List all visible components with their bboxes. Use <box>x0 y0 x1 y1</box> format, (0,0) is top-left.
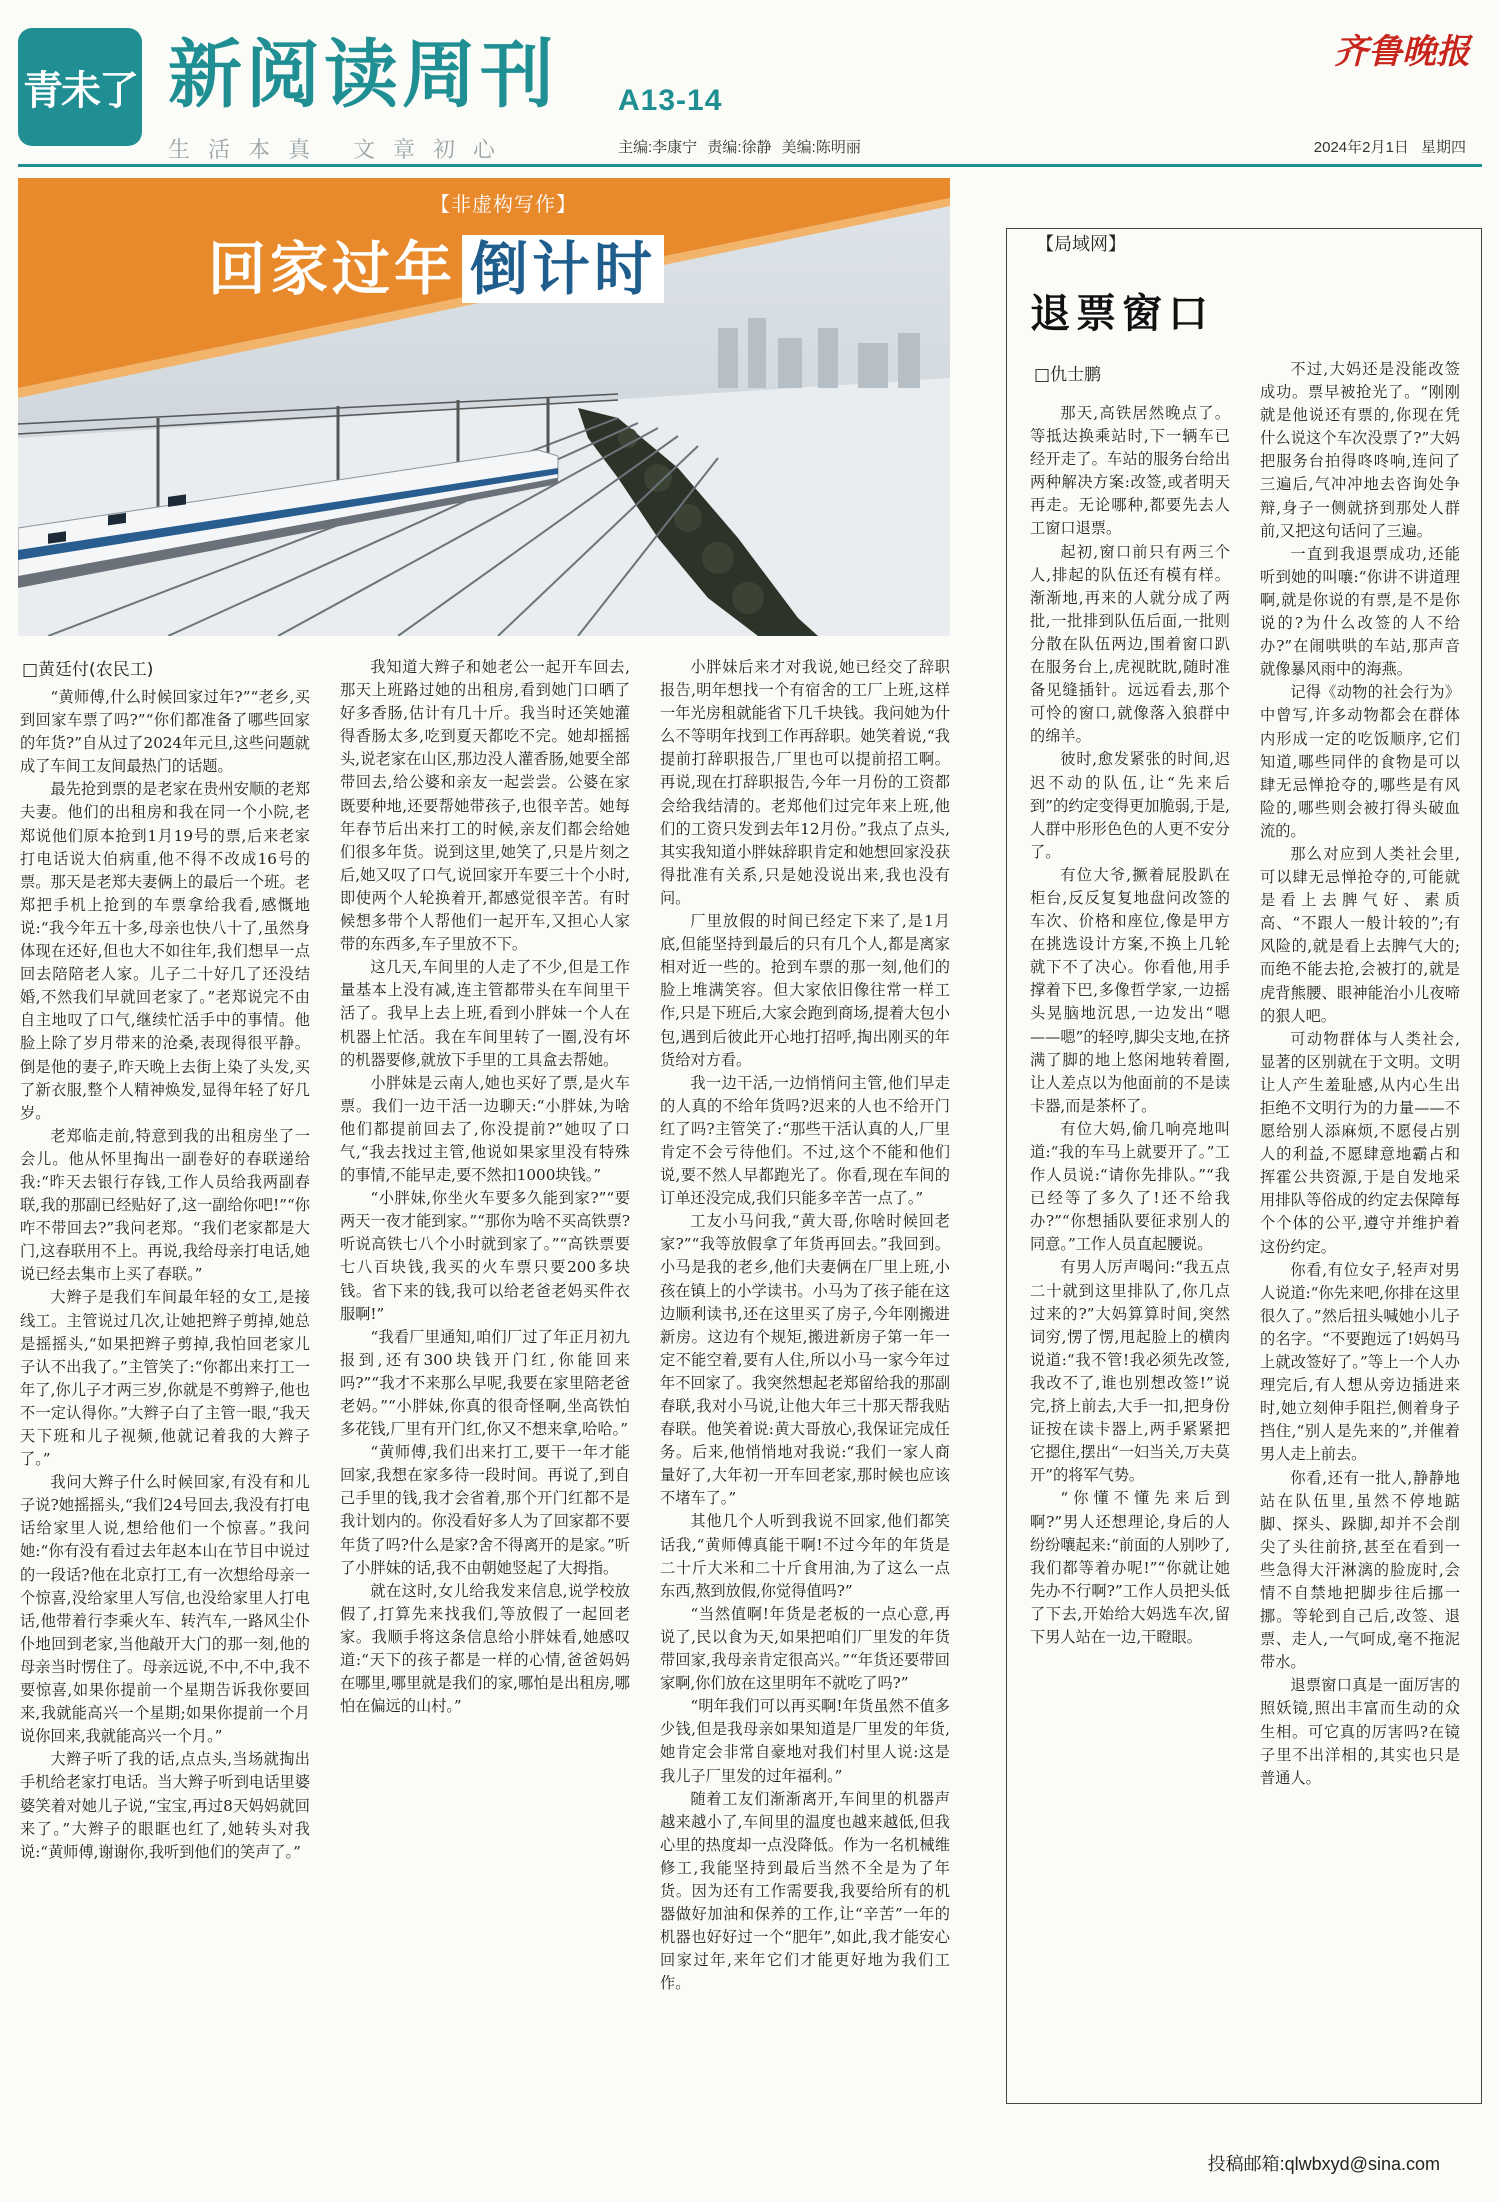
article-paragraph: 大辫子听了我的话,点点头,当场就掏出手机给老家打电话。当大辫子听到电话里婆婆笑着对她儿子说,“宝宝,再过8天妈妈就回来了。”大辫子的眼眶也红了,她转头对我说:“黄师傅,谢谢你,我听到他们的笑声了。” <box>20 1750 310 1861</box>
article-paragraph: 其他几个人听到我说不回家,他们都笑话我,“黄师傅真能干啊!不过今年的年货是二十斤大米和二十斤食用油,为了这么一点东西,熬到放假,你觉得值吗?” <box>660 1512 950 1600</box>
article-column-3 <box>660 656 950 2176</box>
editor-credits: 主编:李康宁 责编:徐静 美编:陈明丽 <box>618 139 861 156</box>
article-paragraph: 工友小马问我,“黄大哥,你啥时候回老家?”“我等放假拿了年货再回去。”我回到。小马是我的老乡,他们夫妻俩在厂里上班,小孩在镇上的小学读书。小马为了孩子能在这边顺利读书,还在这里买了房子,今年刚搬进新房。这边有个规矩,搬进新房子第一年一定不能空着,要有人住,所以小马一家今年过年不回家了。我突然想起老郑留给我的那副春联,我对小马说,让他大年三十那天帮我贴春联。他笑着说:黄大哥放心,我保证完成任务。后来,他悄悄地对我说:“我们一家人商量好了,大年初一开车回老家,那时候也应该不堵车了。” <box>660 1212 950 1508</box>
sidebar-paragraph: 那么对应到人类社会里,可以肆无忌惮抢夺的,可能就是看上去脾气好、素质高、“不跟人一般计较的”;有风险的,就是看上去脾气大的;而绝不能去抢,会被打的,就是虎背熊腰、眼神能治小儿夜啼的狠人吧。 <box>1260 844 1460 1025</box>
article-title-main: 回家过年 <box>208 235 457 303</box>
sidebar-column-1 <box>1030 402 1230 2092</box>
article-kicker: 【非虚构写作】 <box>430 192 577 216</box>
sidebar-paragraph: 记得《动物的社会行为》中曾写,许多动物都会在群体内形成一定的吃饭顺序,它们知道,哪些同伴的食物是可以肆无忌惮抢夺的,哪些是有风险的,哪些则会被打得头破血流的。 <box>1260 683 1460 840</box>
sidebar-paragraph: 有位大妈,偷几响亮地叫道:“我的车马上就要开了。”工作人员说:“请你先排队。”“我已经等了多久了!还不给我办?”“你想插队要征求别人的同意。”工作人员直起腰说。 <box>1030 1119 1230 1254</box>
sidebar-paragraph: 起初,窗口前只有两三个人,排起的队伍还有模有样。渐渐地,再来的人就分成了两批,一批排到队伍后面,一批则分散在队伍两边,围着窗口趴在服务台上,虎视眈眈,随时准备见缝插针。远远看去,那个可怜的窗口,就像落入狼群中的绵羊。 <box>1030 542 1230 746</box>
sidebar-paragraph: 你看,还有一批人,静静地站在队伍里,虽然不停地踮脚、探头、跺脚,却并不会削尖了头往前挤,甚至在看到一些急得大汗淋漓的脸庞时,会情不自禁地把脚步往后挪一挪。等轮到自己后,改签、退票、走人,一气呵成,毫不拖泥带水。 <box>1260 1468 1460 1672</box>
article-title <box>208 222 664 306</box>
sidebar-paragraph: 有位大爷,撅着屁股趴在柜台,反反复复地盘问改签的车次、价格和座位,像是甲方在挑选设计方案,不换上几轮就下不了决心。你看他,用手撑着下巴,多像哲学家,一边摇头晃脑地沉思,一边发出“嗯——嗯”的轻哼,脚尖支地,在挤满了脚的地上悠闲地转着圈,让人差点以为他面前的不是读卡器,而是茶杯了。 <box>1030 865 1230 1115</box>
article-paragraph: “我看厂里通知,咱们厂过了年正月初九报到,还有300块钱开门红,你能回来吗?”“我才不来那么早呢,我要在家里陪老爸老妈。”“小胖妹,你真的很奇怪啊,坐高铁怕多花钱,厂里有开门红,你又不想来拿,哈哈。” <box>340 1327 630 1439</box>
article-paragraph: “明年我们可以再买啊!年货虽然不值多少钱,但是我母亲如果知道是厂里发的年货,她肯定会非常自豪地对我们村里人说:这是我儿子厂里发的过年福利。” <box>660 1697 950 1785</box>
article-title-highlight: 倒计时 <box>462 235 664 303</box>
article-paragraph: 我知道大辫子和她老公一起开车回去,那天上班路过她的出租房,看到她门口晒了好多香肠,估计有几十斤。我当时还笑她灌得香肠太多,吃到夏天都吃不完。她却摇摇头,说老家在山区,那边没人灌香肠,她要全部带回去,给公婆和亲友一起尝尝。公婆在家既要种地,还要帮她带孩子,也很辛苦。她每年春节后出来打工的时候,亲友们都会给她们很多年货。说到这里,她笑了,只是片刻之后,她又叹了口气,说回家开车要三十个小时,即使两个人轮换着开,都感觉很辛苦。有时候想多带个人帮他们一起开车,又担心人家带的东西多,车子里放不下。 <box>340 658 630 954</box>
article-byline: □黄廷付(农民工) <box>22 660 154 680</box>
article-paragraph: 老郑临走前,特意到我的出租房坐了一会儿。他从怀里掏出一副卷好的春联递给我:“昨天去银行存钱,工作人员给我两副春联,我的那副已经贴好了,这一副给你吧!”“你咋不带回去?”我问老郑。“我们老家都是大门,这春联用不上。再说,我给母亲打电话,她说已经去集市上买了春联。” <box>20 1126 310 1284</box>
article-paragraph: 大辫子是我们车间最年轻的女工,是接线工。主管说过几次,让她把辫子剪掉,她总是摇摇头,“如果把辫子剪掉,我怕回老家儿子认不出我了。”主管笑了:“你都出来打工一年了,你儿子才两三岁,你就是不剪辫子,他也不一定认得你。”大辫子白了主管一眼,“我天天下班和儿子视频,他就记着我的大辫子了。” <box>20 1288 310 1469</box>
article-paragraph: 我问大辫子什么时候回家,有没有和儿子说?她摇摇头,“我们24号回去,我没有打电话给家里人说,想给他们一个惊喜。”我问她:“你有没有看过去年赵本山在节目中说过的一段话?他在北京打工,有一次想给母亲一个惊喜,没给家里人写信,也没给家里人打电话,他带着行李乘火车、转汽车,一路风尘仆仆地回到老家,当他敲开大门的那一刻,他的母亲当时愣住了。母亲远说,不中,不中,我不要惊喜,如果你提前一个星期告诉我你要回来,我就能高兴一个星期;如果你提前一个月说你回来,我就能高兴一个月。” <box>20 1473 310 1746</box>
sidebar-paragraph: “你懂不懂先来后到啊?”男人还想理论,身后的人纷纷嚷起来:“前面的人别吵了,我们都等着办呢!”“你就让她先办不行啊?”工作人员把头低了下去,开始给大妈选车次,留下男人站在一边,干瞪眼。 <box>1030 1489 1230 1646</box>
article-paragraph: 这几天,车间里的人走了不少,但是工作量基本上没有减,连主管都带头在车间里干活了。我早上去上班,看到小胖妹一个人在机器上忙活。我在车间里转了一圈,没有坏的机器要修,就放下手里的工具盒去帮她。 <box>340 958 630 1069</box>
article-column-1 <box>20 686 310 2176</box>
section-slogan: 生活本真 文章初心 <box>168 138 513 163</box>
sidebar-paragraph: 你看,有位女子,轻声对男人说道:“你先来吧,你排在这里很久了。”然后扭头喊她小儿子的名字。“不要跑远了!妈妈马上就改签好了。”等上一个人办理完后,有人想从旁边插进来时,她立刻伸手阻拦,侧着身子挡住,“别人是先来的”,并催着男人走上前去。 <box>1260 1260 1460 1464</box>
article-paragraph: 随着工友们渐渐离开,车间里的机器声越来越小了,车间里的温度也越来越低,但我心里的热度却一点没降低。作为一名机械维修工,我能坚持到最后当然不全是为了年货。因为还有工作需要我,我要给所有的机器做好加油和保养的工作,让“辛苦”一年的机器也好好过一个“肥年”,如此,我才能安心回家过年,来年它们才能更好地为我们工作。 <box>660 1789 950 1993</box>
article-paragraph: “当然值啊!年货是老板的一点心意,再说了,民以食为天,如果把咱们厂里发的年货带回家,我母亲肯定很高兴。”“年货还要带回家啊,你们放在这里明年不就吃了吗?” <box>660 1604 950 1693</box>
page-number: A13-14 <box>618 84 723 117</box>
sidebar-paragraph: 不过,大妈还是没能改签成功。票早被抢光了。“刚刚就是他说还有票的,你现在凭什么说这个车次没票了?”大妈把服务台拍得咚咚响,连问了三遍后,气冲冲地去咨询处争辩,身子一侧就挤到那处人群前,又把这句话问了三遍。 <box>1260 360 1460 540</box>
sidebar-tag: 【局域网】 <box>1036 234 1126 255</box>
sidebar-paragraph: 可动物群体与人类社会,显著的区别就在于文明。文明让人产生羞耻感,从内心生出拒绝不文明行为的力量——不愿给别人添麻烦,不愿侵占别人的利益,不愿肆意地霸占和挥霍公共资源,于是自发地采用排队等俗成的约定去保障每个个体的公平,遵守并维护着这份约定。 <box>1260 1029 1460 1256</box>
brand-logo: 青未了 <box>18 28 142 146</box>
article-column-2 <box>340 656 630 2176</box>
article-paragraph: 最先抢到票的是老家在贵州安顺的老郑夫妻。他们的出租房和我在同一个小院,老郑说他们原本抢到1月19号的票,后来老家打电话说大伯病重,他不得不改成16号的票。那天是老郑夫妻俩上的最后一个班。老郑把手机上抢到的车票拿给我看,感慨地说:“我今年五十多,母亲也快八十了,虽然身体现在还好,但也大不如往年,我们想早一点回去陪陪老人家。儿子二十好几了还没结婚,不然我们早就回老家了。”老郑说完不由自主地叹了口气,继续忙活手中的事情。他脸上除了岁月带来的沧桑,表现得很平静。倒是他的妻子,昨天晚上去街上染了头发,买了新衣服,整个人精神焕发,显得年轻了好几岁。 <box>20 780 310 1122</box>
sidebar-paragraph: 那天,高铁居然晚点了。等抵达换乘站时,下一辆车已经开走了。车站的服务台给出两种解决方案:改签,或者明天再走。无论哪种,都要先去人工窗口退票。 <box>1030 404 1230 538</box>
submission-email[interactable]: 投稿邮箱:qlwbxyd@sina.com <box>1207 2154 1440 2174</box>
sidebar-paragraph: 有男人厉声喝问:“我五点二十就到这里排队了,你几点过来的?”大妈算算时间,突然词穷,愣了愣,甩起脸上的横肉说道:“我不管!我必须先改签,我改不了,谁也别想改签!”说完,挤上前去,大手一扣,把身份证按在读卡器上,两手紧紧把它摁住,摆出“一妇当关,万夫莫开”的将军气势。 <box>1030 1258 1230 1485</box>
article-paragraph: 小胖妹是云南人,她也买好了票,是火车票。我们一边干活一边聊天:“小胖妹,为啥他们都提前回去了,你没提前?”她叹了口气,“我去找过主管,他说如果家里没有特殊的事情,不能早走,要不然扣1000块钱。” <box>340 1073 630 1185</box>
sidebar-paragraph: 退票窗口真是一面厉害的照妖镜,照出丰富而生动的众生相。可它真的厉害吗?在镜子里不出洋相的,其实也只是普通人。 <box>1260 1676 1460 1787</box>
header-divider <box>18 164 1482 167</box>
article-paragraph: 厂里放假的时间已经定下来了,是1月底,但能坚持到最后的只有几个人,都是离家相对近一些的。抢到车票的那一刻,他们的脸上堆满笑容。但大家依旧像往常一样工作,只是下班后,大家会跑到商场,提着大包小包,遇到后彼此开心地打招呼,掏出刚买的年货给对方看。 <box>660 912 950 1069</box>
sidebar-paragraph: 彼时,愈发紧张的时间,迟迟不动的队伍,让“先来后到”的约定变得更加脆弱,于是,人群中形形色色的人更不安分了。 <box>1030 750 1230 861</box>
article-paragraph: “黄师傅,我们出来打工,要干一年才能回家,我想在家多待一段时间。再说了,到自己手里的钱,我才会省着,那个开门红都不是我计划内的。你没看好多人为了回家都不要年货了吗?什么是家?舍不得离开的是家。”听了小胖妹的话,我不由朝她竖起了大拇指。 <box>340 1443 630 1577</box>
sidebar-byline: □仇士鹏 <box>1034 365 1102 385</box>
section-title: 新阅读周刊 <box>168 32 558 118</box>
sidebar-column-2 <box>1260 358 1460 2092</box>
article-paragraph: “黄师傅,什么时候回家过年?”“老乡,买到回家车票了吗?”“你们都准备了哪些回家的年货?”自从过了2024年元旦,这些问题就成了车间工友间最热门的话题。 <box>20 688 310 776</box>
article-paragraph: 小胖妹后来才对我说,她已经交了辞职报告,明年想找一个有宿舍的工厂上班,这样一年光房租就能省下几千块钱。我问她为什么不等明年找到工作再辞职。她笑着说,“我提前打辞职报告,厂里也可以提前招工啊。再说,现在打辞职报告,今年一月份的工资都会给我结清的。老郑他们过完年来上班,他们的工资只发到去年12月份。”我点了点头,其实我知道小胖妹辞职肯定和她想回家没获得批准有关系,只是她没说出来,我也没有问。 <box>660 658 950 907</box>
article-paragraph: 我一边干活,一边悄悄问主管,他们早走的人真的不给年货吗?迟来的人也不给开门红了吗?主管笑了:“那些干活认真的人,厂里肯定不会亏待他们。不过,这个不能和他们说,要不然人早都跑光了。你看,现在车间的订单还没完成,我们只能多辛苦一点了。” <box>660 1073 950 1208</box>
sidebar-title: 退票窗口 <box>1030 290 1214 337</box>
article-paragraph: “小胖妹,你坐火车要多久能到家?”“要两天一夜才能到家。”“那你为啥不买高铁票?听说高铁七八个小时就到家了。”“高铁票要七八百块钱,我买的火车票只要200多块钱。省下来的钱,我可以给老爸老妈买件衣服啊!” <box>340 1189 630 1323</box>
article-paragraph: 就在这时,女儿给我发来信息,说学校放假了,打算先来找我们,等放假了一起回老家。我顺手将这条信息给小胖妹看,她感叹道:“天下的孩子都是一样的心情,爸爸妈妈在哪里,哪里就是我们的家,哪怕是出租房,哪怕在偏远的山村。” <box>340 1581 630 1716</box>
sidebar-paragraph: 一直到我退票成功,还能听到她的叫嚷:“你讲不讲道理啊,就是你说的有票,是不是你说的?为什么改签的人不给办?”在闹哄哄的车站,那声音就像暴风雨中的海燕。 <box>1260 544 1460 679</box>
newspaper-name: 齐鲁晚报 <box>1334 32 1470 72</box>
issue-date: 2024年2月1日 星期四 <box>1313 139 1466 156</box>
